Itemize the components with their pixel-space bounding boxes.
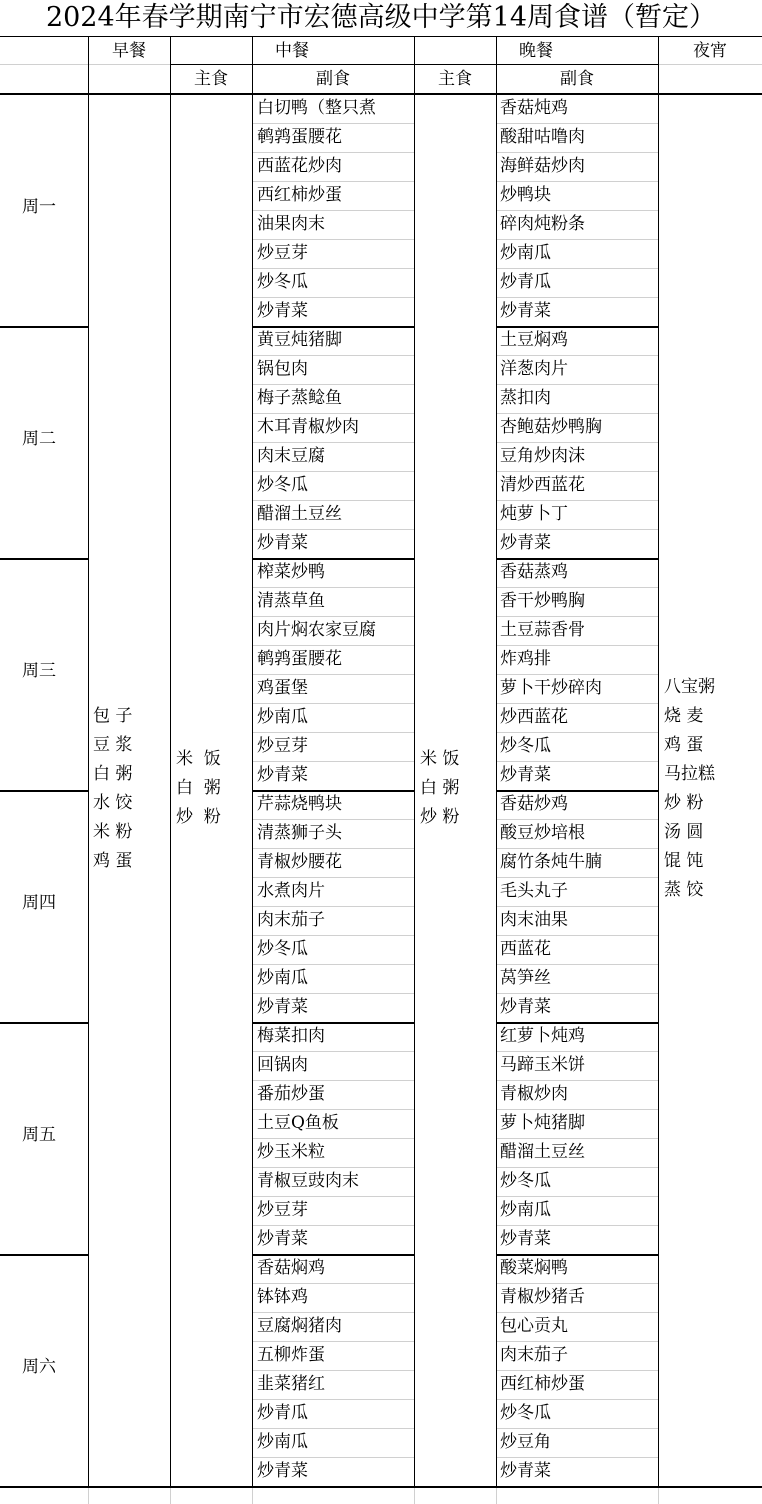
lunch-side-dish: 炒冬瓜 <box>257 475 308 495</box>
dinner-side-dish: 炒青菜 <box>500 1461 551 1481</box>
night-snack-item: 馄 饨 <box>664 851 704 871</box>
dinner-side-dish: 炒南瓜 <box>500 243 551 263</box>
dinner-side-dish: 酸豆炒培根 <box>500 823 585 843</box>
night-snack-list <box>664 673 715 905</box>
page-title: 2024年春学期南宁市宏德高级中学第14周食谱（暂定） <box>45 2 717 33</box>
row-divider <box>496 993 658 994</box>
dinner-side-dish: 萝卜炖猪脚 <box>500 1113 585 1133</box>
row-divider <box>496 210 658 211</box>
dinner-side-dish: 炒青菜 <box>500 533 551 553</box>
lunch-side-dish: 炒豆芽 <box>257 1200 308 1220</box>
row-divider <box>496 297 658 298</box>
lunch-side-dish: 醋溜土豆丝 <box>257 504 342 524</box>
lunch-side-dish: 芹蒜烧鸭块 <box>257 794 342 814</box>
dinner-side-dish: 炒豆角 <box>500 1432 551 1452</box>
row-divider <box>252 703 414 704</box>
lunch-side-dish: 青椒炒腰花 <box>257 852 342 872</box>
row-divider <box>252 529 414 530</box>
lunch-side-dish: 油果肉末 <box>257 214 325 234</box>
lunch-side-dish: 炒冬瓜 <box>257 939 308 959</box>
row-divider <box>496 732 658 733</box>
dinner-side-dish: 炒青菜 <box>500 997 551 1017</box>
dinner-side-dish: 肉末茄子 <box>500 1345 568 1365</box>
lunch-side-dish: 梅子蒸鲶鱼 <box>257 388 342 408</box>
row-divider <box>252 906 414 907</box>
row-divider <box>496 819 658 820</box>
lunch-side-dish: 香菇焖鸡 <box>257 1258 325 1278</box>
row-divider <box>252 1051 414 1052</box>
row-divider <box>496 1138 658 1139</box>
day-divider <box>0 326 88 328</box>
day-divider <box>0 790 88 792</box>
row-divider <box>252 935 414 936</box>
dinner-side-dish: 炒青菜 <box>500 301 551 321</box>
lunch-side-dish: 梅菜扣肉 <box>257 1026 325 1046</box>
dinner-side-dish: 炒冬瓜 <box>500 736 551 756</box>
day-divider <box>496 558 658 560</box>
column-divider <box>414 1488 415 1504</box>
header-breakfast: 早餐 <box>112 41 146 61</box>
dinner-side-dish: 西红柿炒蛋 <box>500 1374 585 1394</box>
row-divider <box>496 703 658 704</box>
dinner-staple-list <box>420 745 459 832</box>
day-divider <box>0 1254 88 1256</box>
lunch-side-dish: 鹌鹑蛋腰花 <box>257 127 342 147</box>
row-divider <box>252 1167 414 1168</box>
row-divider <box>252 500 414 501</box>
row-divider <box>496 935 658 936</box>
row-divider <box>252 1428 414 1429</box>
lunch-staple-item: 炒 粉 <box>176 807 221 827</box>
row-divider <box>252 355 414 356</box>
row-divider <box>252 645 414 646</box>
row-divider <box>496 471 658 472</box>
lunch-side-dish: 肉末豆腐 <box>257 446 325 466</box>
lunch-side-dish: 青椒豆豉肉末 <box>257 1171 359 1191</box>
breakfast-item: 豆 浆 <box>93 735 133 755</box>
row-divider <box>252 1283 414 1284</box>
row-divider <box>252 1457 414 1458</box>
night-snack-item: 炒 粉 <box>664 793 704 813</box>
dinner-side-dish: 马蹄玉米饼 <box>500 1055 585 1075</box>
dinner-side-dish: 杏鲍菇炒鸭胸 <box>500 417 602 437</box>
lunch-staple-list <box>176 745 221 832</box>
day-divider <box>496 1254 658 1256</box>
lunch-side-dish: 炒青菜 <box>257 301 308 321</box>
row-divider <box>496 268 658 269</box>
night-snack-item: 烧 麦 <box>664 706 704 726</box>
dinner-side-dish: 豆角炒肉沫 <box>500 446 585 466</box>
row-divider <box>252 297 414 298</box>
day-label: 周四 <box>22 893 56 913</box>
dinner-side-dish: 土豆蒜香骨 <box>500 620 585 640</box>
lunch-side-dish: 炒豆芽 <box>257 243 308 263</box>
dinner-side-dish: 碎肉炖粉条 <box>500 214 585 234</box>
lunch-staple-item: 白 粥 <box>176 778 221 798</box>
dinner-side-dish: 包心贡丸 <box>500 1316 568 1336</box>
dinner-side-dish: 炒鸭块 <box>500 185 551 205</box>
breakfast-item: 水 饺 <box>93 793 133 813</box>
lunch-side-dish: 番茄炒蛋 <box>257 1084 325 1104</box>
day-divider <box>496 1022 658 1024</box>
dinner-side-dish: 青椒炒猪舌 <box>500 1287 585 1307</box>
dinner-side-dish: 清炒西蓝花 <box>500 475 585 495</box>
lunch-side-dish: 豆腐焖猪肉 <box>257 1316 342 1336</box>
column-divider <box>170 1488 171 1504</box>
row-divider <box>252 587 414 588</box>
row-divider <box>252 442 414 443</box>
day-divider <box>252 326 414 328</box>
column-divider <box>88 36 89 1487</box>
day-label: 周六 <box>22 1357 56 1377</box>
lunch-side-dish: 肉片焖农家豆腐 <box>257 620 376 640</box>
lunch-side-dish: 土豆Q鱼板 <box>257 1113 339 1133</box>
dinner-side-dish: 酸甜咕噜肉 <box>500 127 585 147</box>
row-divider <box>252 268 414 269</box>
row-divider <box>496 239 658 240</box>
breakfast-item: 包 子 <box>93 706 133 726</box>
column-divider <box>88 1488 89 1504</box>
dinner-side-dish: 炒青瓜 <box>500 272 551 292</box>
lunch-staple-item: 米 饭 <box>176 749 221 769</box>
lunch-side-dish: 炒青菜 <box>257 997 308 1017</box>
day-divider <box>0 1022 88 1024</box>
row-divider <box>496 1399 658 1400</box>
header-night-snack: 夜宵 <box>693 41 727 61</box>
row-divider <box>496 1196 658 1197</box>
header-divider <box>658 64 762 65</box>
lunch-side-dish: 炒冬瓜 <box>257 272 308 292</box>
dinner-side-dish: 炒青菜 <box>500 1229 551 1249</box>
dinner-staple-item: 白 粥 <box>420 778 460 798</box>
dinner-side-dish: 青椒炒肉 <box>500 1084 568 1104</box>
day-label: 周五 <box>22 1125 56 1145</box>
dinner-side-dish: 海鲜菇炒肉 <box>500 156 585 176</box>
breakfast-item: 鸡 蛋 <box>93 851 133 871</box>
dinner-side-dish: 醋溜土豆丝 <box>500 1142 585 1162</box>
column-divider <box>658 1488 659 1504</box>
lunch-side-dish: 韭菜猪红 <box>257 1374 325 1394</box>
dinner-side-dish: 腐竹条炖牛腩 <box>500 852 602 872</box>
lunch-side-dish: 炒青菜 <box>257 533 308 553</box>
row-divider <box>252 413 414 414</box>
lunch-side-dish: 西红柿炒蛋 <box>257 185 342 205</box>
lunch-side-dish: 白切鸭（整只煮 <box>257 98 376 118</box>
row-divider <box>496 906 658 907</box>
column-divider <box>170 36 171 1487</box>
row-divider <box>252 761 414 762</box>
lunch-side-dish: 鹌鹑蛋腰花 <box>257 649 342 669</box>
lunch-side-dish: 炒玉米粒 <box>257 1142 325 1162</box>
row-divider <box>252 1399 414 1400</box>
row-divider <box>496 1283 658 1284</box>
dinner-side-dish: 洋葱肉片 <box>500 359 568 379</box>
column-divider <box>658 36 659 1487</box>
row-divider <box>252 964 414 965</box>
dinner-side-dish: 西蓝花 <box>500 939 551 959</box>
row-divider <box>496 1225 658 1226</box>
dinner-side-dish: 香干炒鸭胸 <box>500 591 585 611</box>
lunch-side-dish: 五柳炸蛋 <box>257 1345 325 1365</box>
row-divider <box>496 674 658 675</box>
row-divider <box>252 471 414 472</box>
day-divider <box>252 1022 414 1024</box>
day-label: 周二 <box>22 429 56 449</box>
row-divider <box>252 819 414 820</box>
row-divider <box>252 674 414 675</box>
night-snack-item: 蒸 饺 <box>664 880 704 900</box>
breakfast-item: 白 粥 <box>93 764 133 784</box>
row-divider <box>252 1341 414 1342</box>
lunch-side-dish: 钵钵鸡 <box>257 1287 308 1307</box>
lunch-side-dish: 水煮肉片 <box>257 881 325 901</box>
dinner-side-dish: 土豆焖鸡 <box>500 330 568 350</box>
row-divider <box>496 500 658 501</box>
row-divider <box>252 616 414 617</box>
row-divider <box>496 1080 658 1081</box>
dinner-side-dish: 莴笋丝 <box>500 968 551 988</box>
row-divider <box>496 1457 658 1458</box>
lunch-side-dish: 炒豆芽 <box>257 736 308 756</box>
header-lunch-staple: 主食 <box>194 69 228 89</box>
row-divider <box>496 616 658 617</box>
day-divider <box>496 326 658 328</box>
lunch-side-dish: 炒青瓜 <box>257 1403 308 1423</box>
lunch-side-dish: 肉末茄子 <box>257 910 325 930</box>
header-dinner: 晚餐 <box>519 41 553 61</box>
column-divider <box>414 36 415 1487</box>
row-divider <box>496 529 658 530</box>
row-divider <box>496 1312 658 1313</box>
day-divider <box>252 790 414 792</box>
row-divider <box>252 1312 414 1313</box>
dinner-side-dish: 红萝卜炖鸡 <box>500 1026 585 1046</box>
dinner-side-dish: 炖萝卜丁 <box>500 504 568 524</box>
row-divider <box>252 123 414 124</box>
table-top-border <box>0 36 762 37</box>
dinner-side-dish: 炒冬瓜 <box>500 1171 551 1191</box>
header-divider <box>0 64 170 65</box>
table-bottom-border <box>0 1486 762 1488</box>
lunch-side-dish: 鸡蛋堡 <box>257 678 308 698</box>
dinner-side-dish: 香菇炖鸡 <box>500 98 568 118</box>
lunch-side-dish: 炒南瓜 <box>257 707 308 727</box>
row-divider <box>252 181 414 182</box>
row-divider <box>496 442 658 443</box>
row-divider <box>496 355 658 356</box>
lunch-side-dish: 黄豆炖猪脚 <box>257 330 342 350</box>
row-divider <box>252 1225 414 1226</box>
dinner-side-dish: 炸鸡排 <box>500 649 551 669</box>
dinner-staple-item: 炒 粉 <box>420 807 460 827</box>
breakfast-list <box>93 702 132 876</box>
column-divider <box>252 36 253 1487</box>
lunch-side-dish: 清蒸草鱼 <box>257 591 325 611</box>
day-label: 周三 <box>22 661 56 681</box>
row-divider <box>252 1109 414 1110</box>
lunch-side-dish: 炒青菜 <box>257 765 308 785</box>
row-divider <box>496 413 658 414</box>
dinner-staple-item: 米 饭 <box>420 749 460 769</box>
breakfast-item: 米 粉 <box>93 822 133 842</box>
row-divider <box>496 181 658 182</box>
lunch-side-dish: 炒青菜 <box>257 1461 308 1481</box>
dinner-side-dish: 炒西蓝花 <box>500 707 568 727</box>
row-divider <box>496 1051 658 1052</box>
dinner-side-dish: 蒸扣肉 <box>500 388 551 408</box>
row-divider <box>252 210 414 211</box>
dinner-side-dish: 香菇炒鸡 <box>500 794 568 814</box>
row-divider <box>496 152 658 153</box>
day-divider <box>252 558 414 560</box>
row-divider <box>496 848 658 849</box>
dinner-side-dish: 炒冬瓜 <box>500 1403 551 1423</box>
row-divider <box>252 1080 414 1081</box>
column-divider <box>252 1488 253 1504</box>
dinner-side-dish: 毛头丸子 <box>500 881 568 901</box>
dinner-side-dish: 酸菜焖鸭 <box>500 1258 568 1278</box>
dinner-side-dish: 炒青菜 <box>500 765 551 785</box>
row-divider <box>252 152 414 153</box>
row-divider <box>496 964 658 965</box>
dinner-side-dish: 炒南瓜 <box>500 1200 551 1220</box>
header-lunch-side: 副食 <box>316 69 350 89</box>
row-divider <box>496 1341 658 1342</box>
row-divider <box>252 732 414 733</box>
lunch-side-dish: 木耳青椒炒肉 <box>257 417 359 437</box>
row-divider <box>252 848 414 849</box>
day-divider <box>496 790 658 792</box>
row-divider <box>252 1370 414 1371</box>
row-divider <box>496 645 658 646</box>
lunch-side-dish: 西蓝花炒肉 <box>257 156 342 176</box>
lunch-side-dish: 炒青菜 <box>257 1229 308 1249</box>
row-divider <box>496 877 658 878</box>
lunch-side-dish: 炒南瓜 <box>257 1432 308 1452</box>
lunch-side-dish: 炒南瓜 <box>257 968 308 988</box>
row-divider <box>496 123 658 124</box>
row-divider <box>252 239 414 240</box>
night-snack-item: 汤 圆 <box>664 822 704 842</box>
row-divider <box>496 384 658 385</box>
dinner-side-dish: 萝卜干炒碎肉 <box>500 678 602 698</box>
header-lunch: 中餐 <box>275 41 309 61</box>
row-divider <box>252 993 414 994</box>
column-divider <box>496 36 497 1487</box>
night-snack-item: 马拉糕 <box>664 764 715 784</box>
day-divider <box>0 558 88 560</box>
row-divider <box>496 1370 658 1371</box>
dinner-side-dish: 香菇蒸鸡 <box>500 562 568 582</box>
row-divider <box>252 1138 414 1139</box>
lunch-side-dish: 榨菜炒鸭 <box>257 562 325 582</box>
lunch-side-dish: 回锅肉 <box>257 1055 308 1075</box>
night-snack-item: 鸡 蛋 <box>664 735 704 755</box>
header-dinner-side: 副食 <box>560 69 594 89</box>
row-divider <box>496 1109 658 1110</box>
row-divider <box>252 877 414 878</box>
dinner-side-dish: 肉末油果 <box>500 910 568 930</box>
row-divider <box>252 1196 414 1197</box>
day-divider <box>252 1254 414 1256</box>
row-divider <box>496 587 658 588</box>
row-divider <box>496 1167 658 1168</box>
column-divider <box>496 1488 497 1504</box>
lunch-side-dish: 锅包肉 <box>257 359 308 379</box>
day-label: 周一 <box>22 197 56 217</box>
night-snack-item: 八宝粥 <box>664 677 715 697</box>
header-dinner-staple: 主食 <box>438 69 472 89</box>
row-divider <box>496 761 658 762</box>
row-divider <box>252 384 414 385</box>
lunch-side-dish: 清蒸狮子头 <box>257 823 342 843</box>
row-divider <box>496 1428 658 1429</box>
